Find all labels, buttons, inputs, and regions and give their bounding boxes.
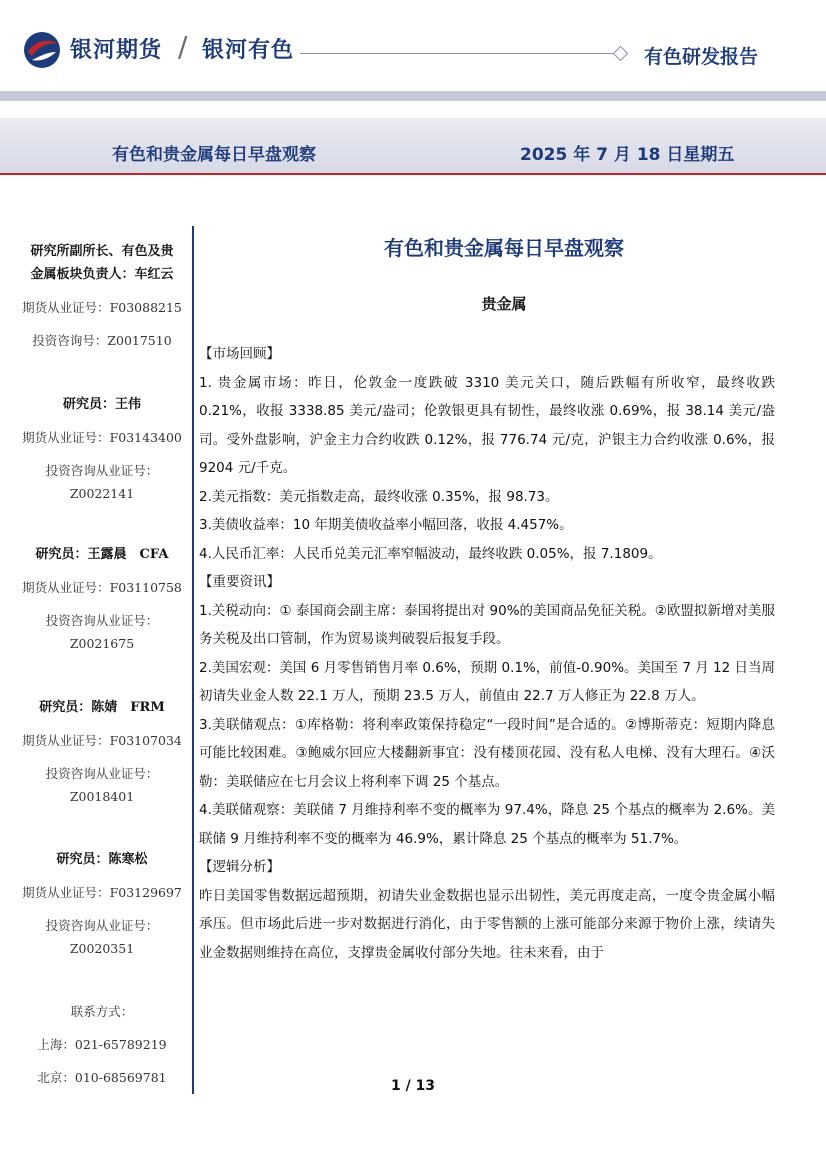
contact-phone: 上海：021-65789219 bbox=[37, 1037, 167, 1052]
analyst-license: 投资咨询从业证号： bbox=[45, 613, 159, 628]
logic-heading: 【逻辑分析】 bbox=[199, 859, 280, 875]
page-title: 有色和贵金属每日早盘观察 bbox=[384, 236, 624, 260]
analyst-license: 期货从业证号：F03129697 bbox=[22, 885, 182, 900]
report-body bbox=[199, 340, 775, 967]
analyst-license: Z0022141 bbox=[69, 486, 135, 501]
analyst-name: 研究所副所长、有色及贵 bbox=[30, 244, 174, 259]
analyst-license: Z0020351 bbox=[69, 941, 135, 956]
band-title: 有色和贵金属每日早盘观察 bbox=[112, 145, 316, 165]
analyst-card bbox=[14, 543, 190, 655]
analyst-license: 期货从业证号：F03110758 bbox=[22, 580, 182, 595]
market-review-item: 3.美债收益率：10 年期美债收益率小幅回落，收报 4.457%。 bbox=[199, 517, 573, 533]
analyst-name: 金属板块负责人：车红云 bbox=[30, 267, 174, 282]
market-review-item: 2.美元指数：美元指数走高，最终收涨 0.35%，报 98.73。 bbox=[199, 488, 559, 505]
analyst-card bbox=[14, 393, 190, 505]
analyst-card bbox=[14, 848, 190, 960]
analyst-license: 期货从业证号：F03107034 bbox=[22, 733, 182, 748]
analyst-license: Z0018401 bbox=[69, 789, 135, 804]
contact-label: 联系方式： bbox=[70, 1004, 134, 1019]
section-title: 贵金属 bbox=[481, 295, 527, 313]
news-item: 4.美联储观察：美联储 7 月维持利率不变的概率为 97.4%，降息 25 个基点的概率为 2.6%。美联储 9 月维持利率不变的概率为 46.9%，累计降息 25 个基点的概率为 51.7%。 bbox=[199, 802, 775, 847]
news-item: 3.美联储观点：①库格勒：将利率政策保持稳定“一段时间”是合适的。②博斯蒂克：短期内降息可能比较困难。③鲍威尔回应大楼翻新事宜：没有楼顶花园、没有私人电梯、没有大理石。④沃勒：美联储应在七月会议上将利率下调 25 个基点。 bbox=[199, 716, 775, 790]
news-item: 2.美国宏观：美国 6 月零售销售月率 0.6%，预期 0.1%，前值-0.90%。美国至 7 月 12 日当周初请失业金人数 22.1 万人，预期 23.5 万人，前值由 22.7 万人修正为 22.8 万人。 bbox=[199, 659, 775, 704]
analyst-license: 期货从业证号：F03088215 bbox=[22, 300, 182, 315]
analyst-license: 投资咨询从业证号： bbox=[45, 766, 159, 781]
report-type: 有色研发报告 bbox=[644, 46, 759, 68]
analyst-license: 投资咨询号：Z0017510 bbox=[32, 333, 172, 348]
news-heading: 【重要资讯】 bbox=[199, 574, 280, 590]
sidebar-divider bbox=[192, 226, 194, 1094]
report-date: 2025 年 7 月 18 日星期五 bbox=[520, 145, 735, 165]
analyst-license: Z0021675 bbox=[69, 636, 135, 651]
contact-info bbox=[14, 1000, 190, 1089]
sub-brand-name: 银河有色 bbox=[202, 38, 295, 63]
market-review-item: 1. 贵金属市场：昨日，伦敦金一度跌破 3310 美元关口，随后跌幅有所收窄，最终收跌 0.21%，收报 3338.85 美元/盎司；伦敦银更具有韧性，最终收涨 0.69%，报 38.14 美元/盎司。受外盘影响，沪金主力合约收跌 0.12%，报 776.74 元/克，沪银主力合约收涨 0.6%，报 9204 元/千克。 bbox=[199, 374, 775, 476]
analyst-name: 研究员：王露晨 CFA bbox=[35, 547, 169, 562]
brand-divider: / bbox=[178, 30, 188, 63]
analyst-name: 研究员：王伟 bbox=[62, 397, 141, 412]
diamond-icon bbox=[613, 46, 629, 62]
news-item: 1.关税动向：① 泰国商会副主席：泰国将提出对 90%的美国商品免征关税。②欧盟拟新增对美服务关税及出口管制，作为贸易谈判破裂后报复手段。 bbox=[199, 602, 775, 647]
header-rule bbox=[300, 53, 622, 54]
analyst-name: 研究员：陈寒松 bbox=[56, 852, 148, 867]
market-review-heading: 【市场回顾】 bbox=[199, 346, 280, 362]
analyst-card bbox=[14, 240, 190, 352]
galaxy-logo-icon bbox=[22, 30, 62, 70]
analyst-license: 投资咨询从业证号： bbox=[45, 918, 159, 933]
logic-paragraph: 昨日美国零售数据远超预期，初请失业金数据也显示出韧性，美元再度走高，一度令贵金属小幅承压。但市场此后进一步对数据进行消化，由于零售额的上涨可能部分来源于物价上涨，续请失业金数据则维持在高位，支撑贵金属收付部分失地。往未来看，由于 bbox=[199, 887, 775, 961]
red-divider bbox=[0, 173, 826, 175]
contact-phone: 北京：010-68569781 bbox=[37, 1070, 167, 1085]
analyst-name: 研究员：陈婧 FRM bbox=[39, 700, 165, 715]
analyst-license: 期货从业证号：F03143400 bbox=[22, 430, 182, 445]
analyst-card bbox=[14, 696, 190, 808]
analyst-license: 投资咨询从业证号： bbox=[45, 463, 159, 478]
header-stripe bbox=[0, 91, 826, 101]
market-review-item: 4.人民币汇率：人民币兑美元汇率窄幅波动，最终收跌 0.05%，报 7.1809。 bbox=[199, 545, 662, 562]
page-number: 1 / 13 bbox=[390, 1078, 436, 1094]
brand-name: 银河期货 bbox=[70, 38, 163, 63]
